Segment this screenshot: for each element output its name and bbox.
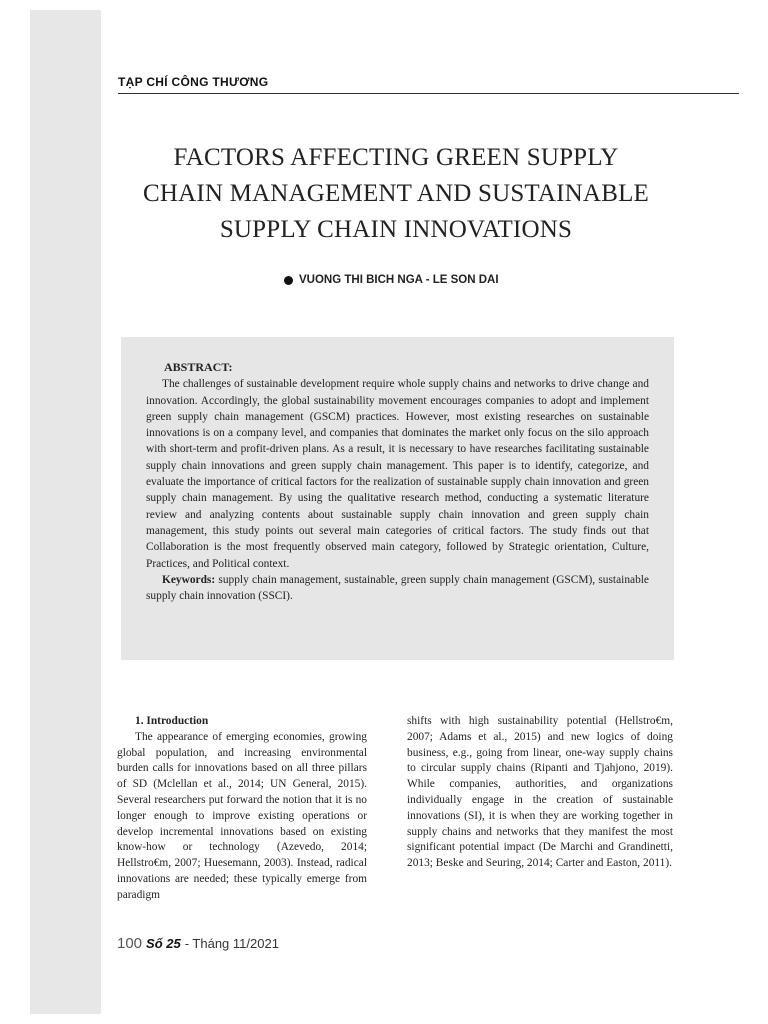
section-heading-introduction: 1. Introduction: [135, 715, 209, 727]
page-side-strip: [30, 10, 101, 1014]
article-title: FACTORS AFFECTING GREEN SUPPLY CHAIN MANAGEMENT AND SUSTAINABLE SUPPLY CHAIN INNOVATIONS: [142, 144, 650, 243]
authors: [284, 274, 499, 286]
abstract-box: [121, 337, 674, 660]
issue-number: Số 25: [146, 936, 181, 951]
journal-name: TẠP CHÍ CÔNG THƯƠNG: [118, 75, 269, 89]
abstract-body: The challenges of sustainable development require whole supply chains and networks to drive change and innovation. Accordingly, the global sustainability movement encourages companies to adopt and implement green supply chain management (GSCM) practices. However, most existing researches on sustainable innovations is on a company level, and companies that dominates the market only focus on the silo approach with short-term and profit-driven plans. As a result, it is necessary to have researches facilitating sustainable supply chain innovations and green supply chain management. This paper is to identify, categorize, and evaluate the importance of critical factors for the realization of sustainable supply chain innovation and green supply chain management. By using the qualitative research method, conducting a systematic literature review and analyzing contents about sustainable supply chain innovation and green supply chain management, this study points out several main categories of critical factors. The study finds out that Collaboration is the most frequently observed main category, followed by Strategic orientation, Culture, Practices, and Political context.: [146, 378, 649, 570]
bullet-icon: [284, 276, 293, 285]
intro-paragraph-left: The appearance of emerging economies, growing global population, and increasing environmental burden calls for innovations based on all three pillars of SD (Mclellan et al., 2014; UN General, 2015). Several researchers put forward the notion that it is no longer enough to improve existing operations or develop incremental innovations based on existing know-how or technology (Azevedo, 2014; Hellstro€m, 2007; Huesemann, 2003). Instead, radical innovations are needed; these typically emerge from paradigm: [117, 730, 367, 901]
keywords-label: Keywords:: [162, 573, 216, 586]
author-names: VUONG THI BICH NGA - LE SON DAI: [299, 274, 499, 286]
keywords-text: supply chain management, sustainable, green supply chain management (GSCM), sustainable supply chain innovation (SSCI).: [146, 573, 649, 603]
page-footer: [117, 935, 279, 952]
issue-date: - Tháng 11/2021: [184, 936, 279, 951]
abstract-content: [146, 359, 649, 604]
abstract-keywords: [146, 572, 649, 605]
page-number: 100: [117, 935, 143, 952]
header-rule: [118, 93, 739, 94]
intro-paragraph-right: shifts with high sustainability potential (Hellstro€m, 2007; Adams et al., 2015) and new logics of doing business, e.g., going from linear, one-way supply chains to circular supply chains (Ripanti and Tjahjono, 2019). While companies, authorities, and organizations individually engage in the creation of sustainable innovations (SI), it is when they are working together in supply chains and networks that they manifest the most significant potential impact (De Marchi and Grandinetti, 2013; Beske and Seuring, 2014; Carter and Easton, 2011).: [407, 715, 673, 870]
abstract-heading: ABSTRACT:: [164, 360, 233, 374]
intro-right-column: [407, 714, 673, 872]
intro-left-column: [117, 714, 367, 904]
